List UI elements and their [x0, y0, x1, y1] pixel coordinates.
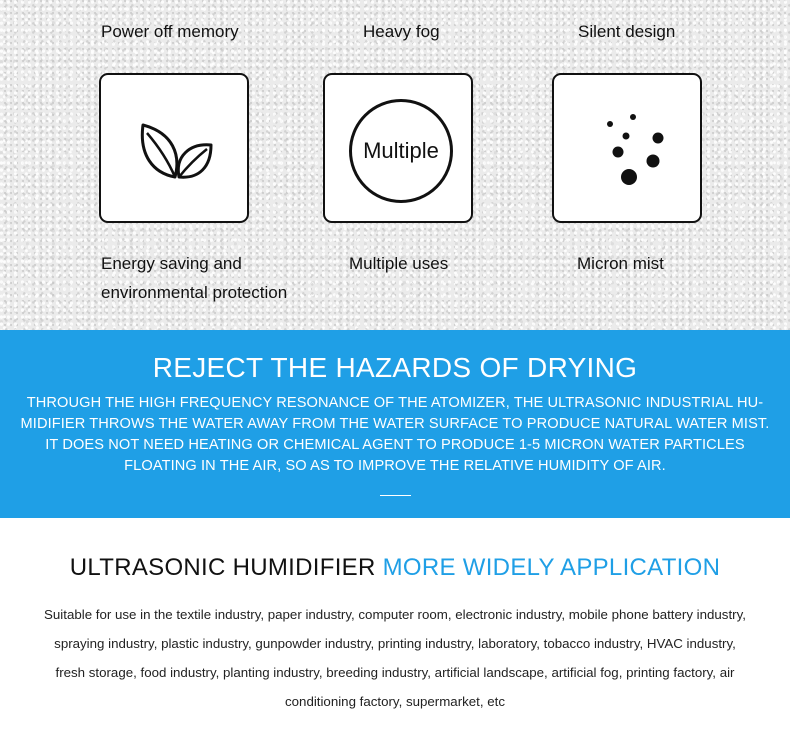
heavy-fog-box — [323, 73, 473, 223]
feature-label-multiple-uses: Multiple uses — [349, 254, 449, 273]
application-line: fresh storage, food industry, planting industry, breeding industry, artificial landscape, artificial fog, printing factory, air — [55, 665, 735, 680]
banner-line: MIDIFIER THROWS THE WATER AWAY FROM THE WATER SURFACE TO PRODUCE NATURAL WATER MIST. — [20, 416, 770, 432]
application-heading — [0, 554, 790, 582]
banner-line: IT DOES NOT NEED HEATING OR CHEMICAL AGENT TO PRODUCE 1-5 MICRON WATER PARTICLES — [45, 437, 745, 453]
application-heading-dark: ULTRASONIC HUMIDIFIER — [69, 554, 376, 581]
application-line: spraying industry, plastic industry, gunpowder industry, printing industry, laboratory, tobacco industry, HVAC industry, — [54, 636, 736, 651]
leaves-icon — [101, 75, 247, 221]
silent-design-box — [552, 73, 702, 223]
drying-hazards-banner — [0, 330, 790, 518]
banner-line: THROUGH THE HIGH FREQUENCY RESONANCE OF THE ATOMIZER, THE ULTRASONIC INDUSTRIAL HU- — [26, 395, 764, 411]
feature-label-micron-mist: Micron mist — [577, 254, 664, 273]
energy-saving-box — [99, 73, 249, 223]
application-heading-blue: MORE WIDELY APPLICATION — [382, 554, 721, 581]
banner-description — [20, 393, 770, 477]
feature-label-power-off-memory: Power off memory — [101, 22, 239, 41]
circle-text: Multiple — [363, 138, 439, 163]
features-section — [0, 0, 790, 330]
application-description — [10, 600, 780, 716]
application-line: Suitable for use in the textile industry, paper industry, computer room, electronic industry, mobile phone battery industry, — [44, 607, 746, 622]
application-line: conditioning factory, supermarket, etc — [285, 694, 505, 709]
multiple-circle-icon — [349, 99, 453, 203]
feature-label-heavy-fog: Heavy fog — [363, 22, 440, 41]
feature-label-environmental-protection: environmental protection — [101, 283, 288, 302]
feature-label-silent-design: Silent design — [578, 22, 676, 41]
banner-title: REJECT THE HAZARDS OF DRYING — [152, 352, 638, 383]
mist-dots-icon — [554, 75, 700, 221]
banner-line: FLOATING IN THE AIR, SO AS TO IMPROVE THE RELATIVE HUMIDITY OF AIR. — [124, 458, 666, 474]
banner-divider — [380, 495, 411, 496]
feature-label-energy-saving: Energy saving and — [101, 254, 242, 273]
